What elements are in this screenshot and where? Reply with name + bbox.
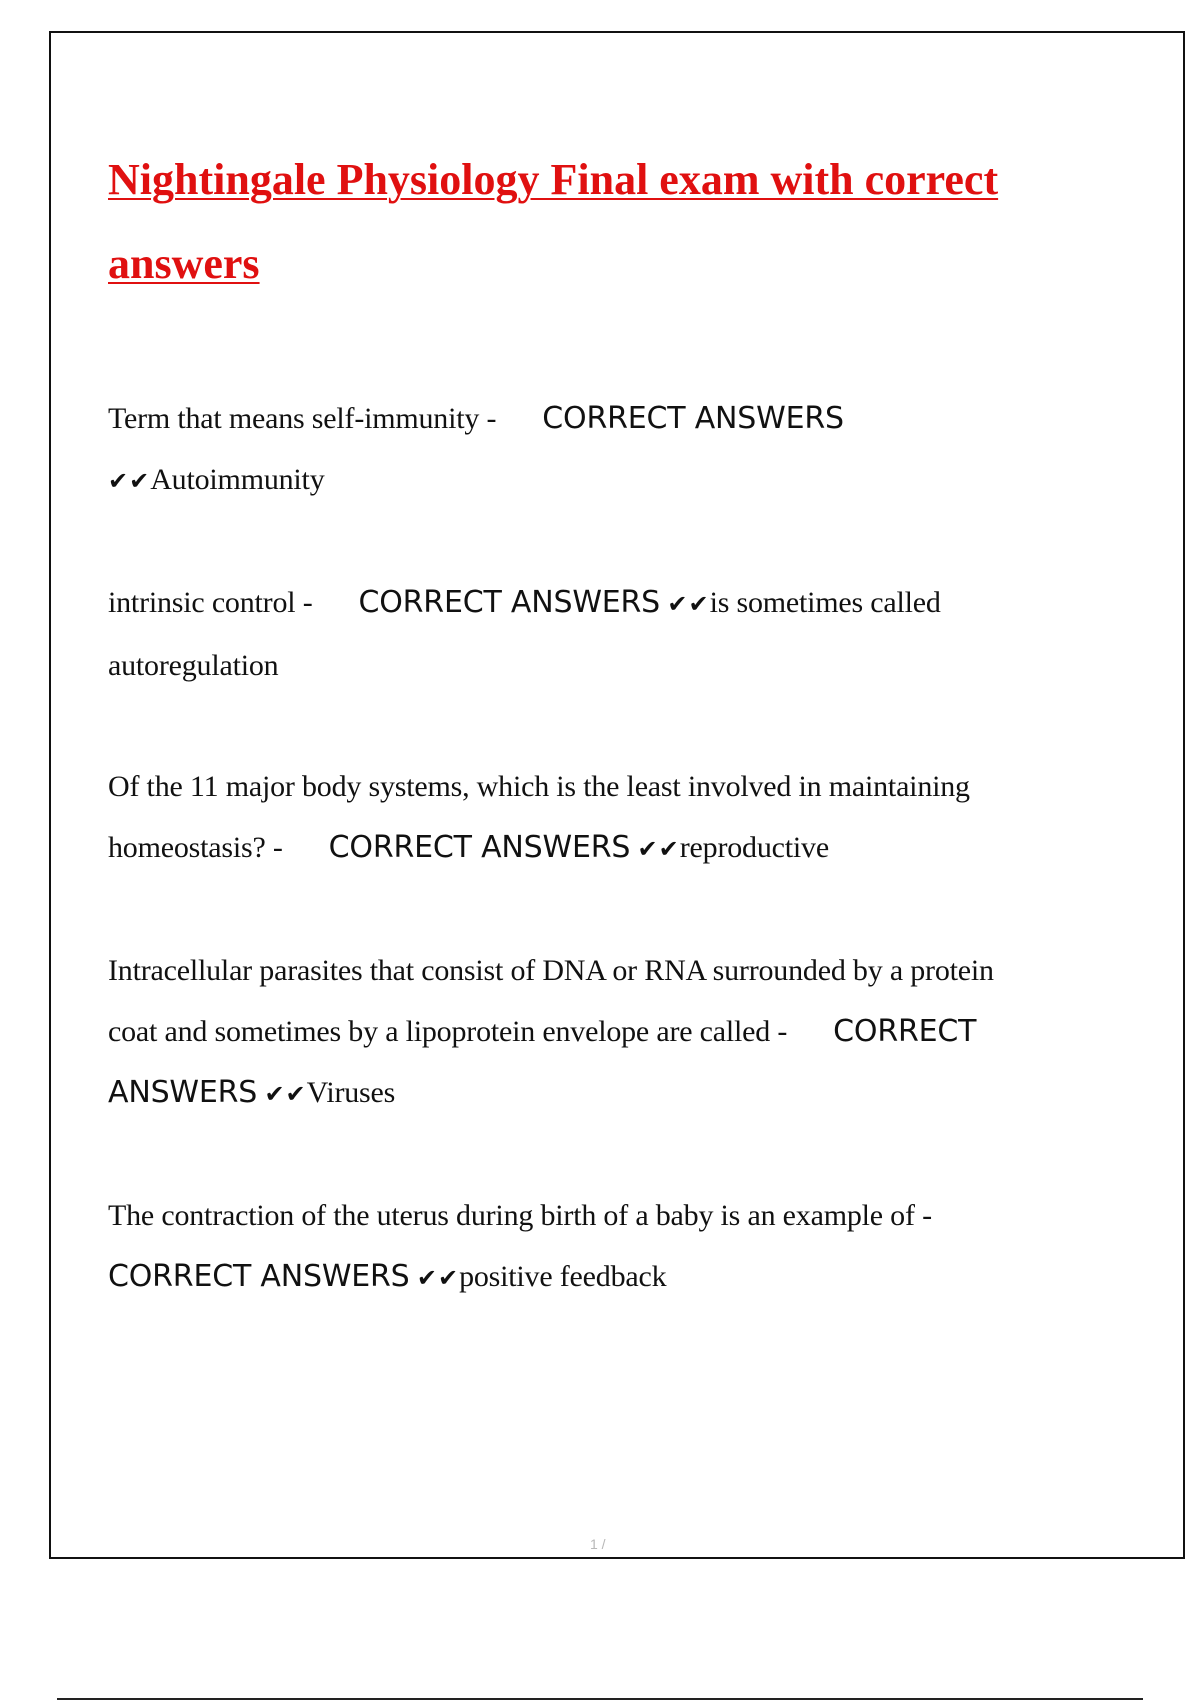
- question-text: Term that means self-immunity -: [108, 402, 497, 435]
- question-list: [108, 388, 1048, 1369]
- answer-text: positive feedback: [459, 1260, 667, 1293]
- question-text: intrinsic control -: [108, 586, 313, 619]
- question-item: [108, 572, 1048, 696]
- check-marks-icon: ✔✔: [667, 590, 710, 618]
- page-number: 1 /: [590, 1536, 606, 1552]
- question-text: The contraction of the uterus during birth of a baby is an example of -: [108, 1199, 932, 1232]
- question-item: [108, 388, 1048, 512]
- answer-marker: CORRECT ANSWERS: [542, 401, 844, 436]
- question-text: Of the 11 major body systems, which is the least involved in maintaining homeostasis? -: [108, 770, 970, 864]
- check-marks-icon: ✔✔: [264, 1080, 307, 1108]
- check-marks-icon: ✔✔: [637, 835, 680, 863]
- answer-text: reproductive: [679, 831, 829, 864]
- check-marks-icon: ✔✔: [108, 467, 151, 495]
- check-marks-icon: ✔✔: [416, 1264, 460, 1292]
- answer-marker: CORRECT ANSWERS: [358, 585, 661, 620]
- question-item: [108, 756, 1048, 880]
- question-item: [108, 940, 1048, 1125]
- document-title: Nightingale Physiology Final exam with correct answers: [108, 155, 999, 288]
- question-item: [108, 1185, 1048, 1309]
- answer-marker: CORRECT ANSWERS: [108, 1259, 410, 1294]
- answer-text: Viruses: [306, 1076, 396, 1109]
- answer-marker: CORRECT ANSWERS: [328, 830, 631, 865]
- answer-marker: CORRECT ANSWERS: [108, 1014, 977, 1110]
- question-text: Intracellular parasites that consist of DNA or RNA surrounded by a protein coat and sometimes by a lipoprotein envelope are called -: [108, 954, 994, 1048]
- answer-text: is sometimes called autoregulation: [108, 586, 941, 682]
- answer-text: Autoimmunity: [150, 463, 325, 496]
